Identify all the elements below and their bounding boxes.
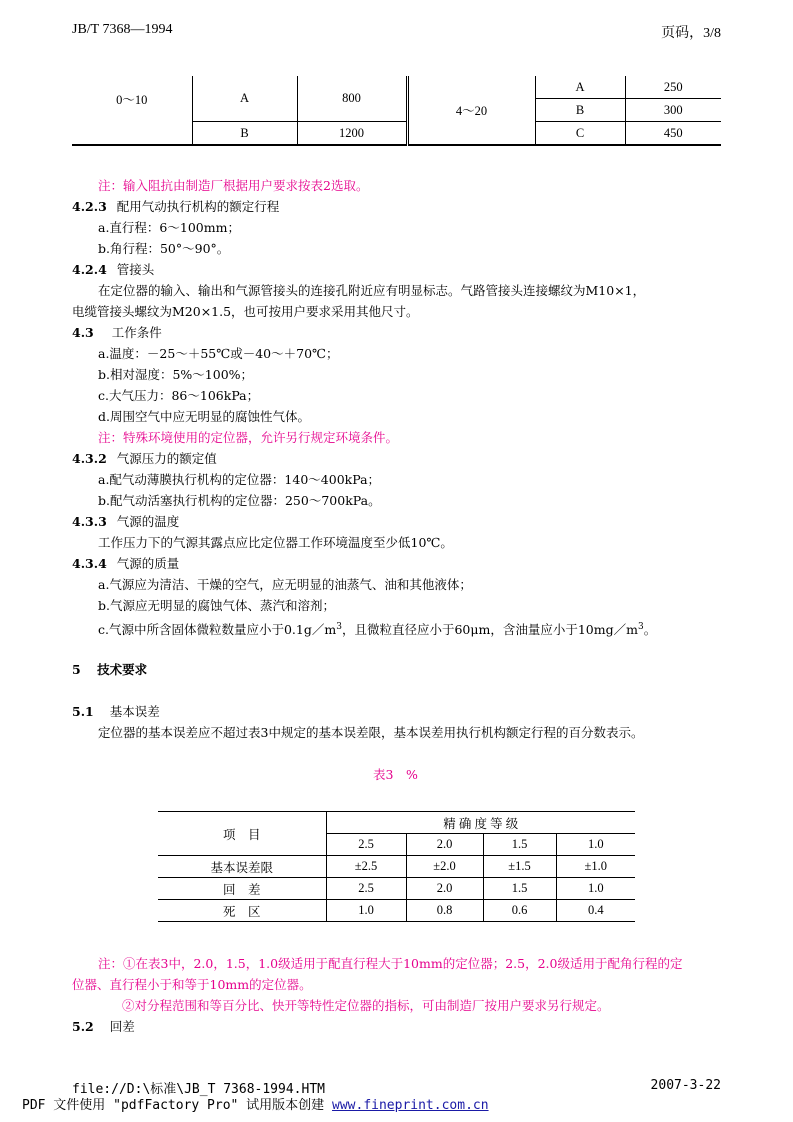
footer-file-path: file://D:\标准\JB_T 7368-1994.HTM: [72, 1082, 325, 1097]
table1-cell: 1200: [297, 122, 407, 146]
table3-grade: 1.0: [556, 834, 635, 856]
section-title: 技术要求: [97, 662, 148, 677]
table3-head-group: 精 确 度 等 级: [326, 812, 635, 834]
table1-cell: [72, 122, 192, 146]
list-item: b.相对湿度：5%～100%；: [98, 367, 254, 382]
list-item: a.气源应为清洁、干燥的空气，应无明显的油蒸气、油和其他液体；: [98, 577, 472, 592]
list-item: a.配气动薄膜执行机构的定位器：140～400kPa；: [98, 472, 381, 487]
table1-cell: C: [535, 122, 625, 146]
table1-cell: B: [192, 122, 297, 146]
section-4-2-3-heading: [72, 199, 279, 215]
fineprint-link[interactable]: www.fineprint.com.cn: [332, 1098, 489, 1113]
note-line: 注：①在表3中，2.0，1.5，1.0级适用于配直行程大于10mm的定位器；2.5，2.0级适用于配角行程的定: [98, 956, 683, 971]
table3-grade: 2.5: [326, 834, 406, 856]
table3-cell: 2.5: [326, 878, 406, 900]
table3-cell: 1.0: [556, 878, 635, 900]
table3-cell: 0.6: [483, 900, 556, 922]
table1-cell: 4～20: [407, 76, 535, 145]
section-number: 4.3.2: [72, 451, 107, 466]
section-title: 气源压力的额定值: [116, 451, 217, 466]
section-title: 气源的温度: [116, 514, 180, 529]
table3-row-label: 回 差: [158, 878, 326, 900]
list-item: c.大气压力：86～106kPa；: [98, 388, 260, 403]
text-span: c.气源中所含固体微粒数量应小于0.1g／m: [98, 622, 337, 638]
table1-cell: B: [535, 99, 625, 122]
table3-cell: 0.8: [406, 900, 483, 922]
table3-head-item: 项 目: [158, 812, 326, 856]
section-title: 气源的质量: [116, 556, 180, 571]
table1-cell: 0～10: [72, 76, 192, 122]
pdf-notice-text: PDF 文件使用 "pdfFactory Pro" 试用版本创建: [22, 1098, 333, 1113]
table3-grade: 1.5: [483, 834, 556, 856]
section-number: 5: [72, 662, 81, 677]
table3-cell: ±2.0: [406, 856, 483, 878]
section-5-1-heading: [72, 704, 160, 720]
section-5-heading: [72, 662, 147, 678]
table3-cell: ±2.5: [326, 856, 406, 878]
table3-grade: 2.0: [406, 834, 483, 856]
section-title: 配用气动执行机构的额定行程: [116, 199, 280, 214]
section-number: 4.2.3: [72, 199, 107, 214]
text-span: 。: [643, 622, 657, 638]
list-item: b.角行程：50°～90°。: [98, 241, 230, 256]
table3-cell: ±1.0: [556, 856, 635, 878]
section-title: 基本误差: [109, 704, 160, 719]
paragraph-line: 工作压力下的气源其露点应比定位器工作环境温度至少低10℃。: [98, 535, 453, 550]
table3: [158, 811, 635, 922]
list-item: a.直行程：6～100mm；: [98, 220, 240, 235]
section-title: 管接头: [116, 262, 155, 277]
table1-cell: A: [535, 76, 625, 99]
paragraph-line: 定位器的基本误差应不超过表3中规定的基本误差限，基本误差用执行机构额定行程的百分数表示。: [98, 725, 644, 740]
header-page-number: 页码，3/8: [661, 26, 721, 41]
list-item: b.配气动活塞执行机构的定位器：250～700kPa。: [98, 493, 381, 508]
list-item: [98, 619, 656, 638]
table1-cell: 300: [625, 99, 721, 122]
section-number: 5.1: [72, 704, 94, 719]
table1-continued: [72, 76, 721, 146]
section-4-3-3-heading: [72, 514, 179, 530]
section-number: 4.2.4: [72, 262, 107, 277]
table3-cell: 2.0: [406, 878, 483, 900]
table3-cell: 1.5: [483, 878, 556, 900]
section-number: 4.3.3: [72, 514, 107, 529]
superscript: 3: [336, 622, 342, 632]
section-5-2-heading: [72, 1019, 135, 1035]
section-number: 4.3: [72, 325, 94, 340]
superscript: 3: [637, 622, 644, 632]
table3-cell: 0.4: [556, 900, 635, 922]
footer-pdf-notice: [22, 1094, 489, 1113]
table3-cell: ±1.5: [483, 856, 556, 878]
section-4-2-4-heading: [72, 262, 154, 278]
table1-cell: A: [192, 76, 297, 122]
list-item: d.周围空气中应无明显的腐蚀性气体。: [98, 409, 310, 424]
text-span: ，且微粒直径应小于60μm，含油量应小于10mg／m: [341, 622, 638, 638]
note-line: ②对分程范围和等百分比、快开等特性定位器的指标，可由制造厂按用户要求另行规定。: [122, 998, 610, 1013]
note-input-impedance: 注：输入阻抗由制造厂根据用户要求按表2选取。: [98, 178, 369, 193]
table1-cell: 800: [297, 76, 407, 122]
section-title: 回差: [109, 1019, 135, 1034]
paragraph-line: 电缆管接头螺纹为M20×1.5，也可按用户要求采用其他尺寸。: [72, 304, 419, 319]
table1-cell: 250: [625, 76, 721, 99]
table3-row-label: 死 区: [158, 900, 326, 922]
note-line: 位器、直行程小于和等于10mm的定位器。: [72, 977, 312, 992]
list-item: a.温度：－25～＋55℃或－40～＋70℃；: [98, 346, 339, 361]
header-doc-code: JB/T 7368—1994: [72, 22, 173, 37]
section-4-3-heading: [72, 325, 162, 341]
section-number: 4.3.4: [72, 556, 107, 571]
section-4-3-2-heading: [72, 451, 217, 467]
section-title: 工作条件: [111, 325, 162, 340]
table3-caption: 表3 %: [373, 767, 418, 782]
note-special-environment: 注：特殊环境使用的定位器，允许另行规定环境条件。: [98, 430, 399, 445]
section-number: 5.2: [72, 1019, 94, 1034]
table1-cell: 450: [663, 125, 683, 140]
footer-date: 2007-3-22: [650, 1078, 721, 1093]
table3-row-label: 基本误差限: [158, 856, 326, 878]
list-item: b.气源应无明显的腐蚀气体、蒸汽和溶剂；: [98, 598, 335, 613]
paragraph-line: 在定位器的输入、输出和气源管接头的连接孔附近应有明显标志。气路管接头连接螺纹为M10×1，: [98, 283, 646, 298]
table3-cell: 1.0: [326, 900, 406, 922]
section-4-3-4-heading: [72, 556, 179, 572]
